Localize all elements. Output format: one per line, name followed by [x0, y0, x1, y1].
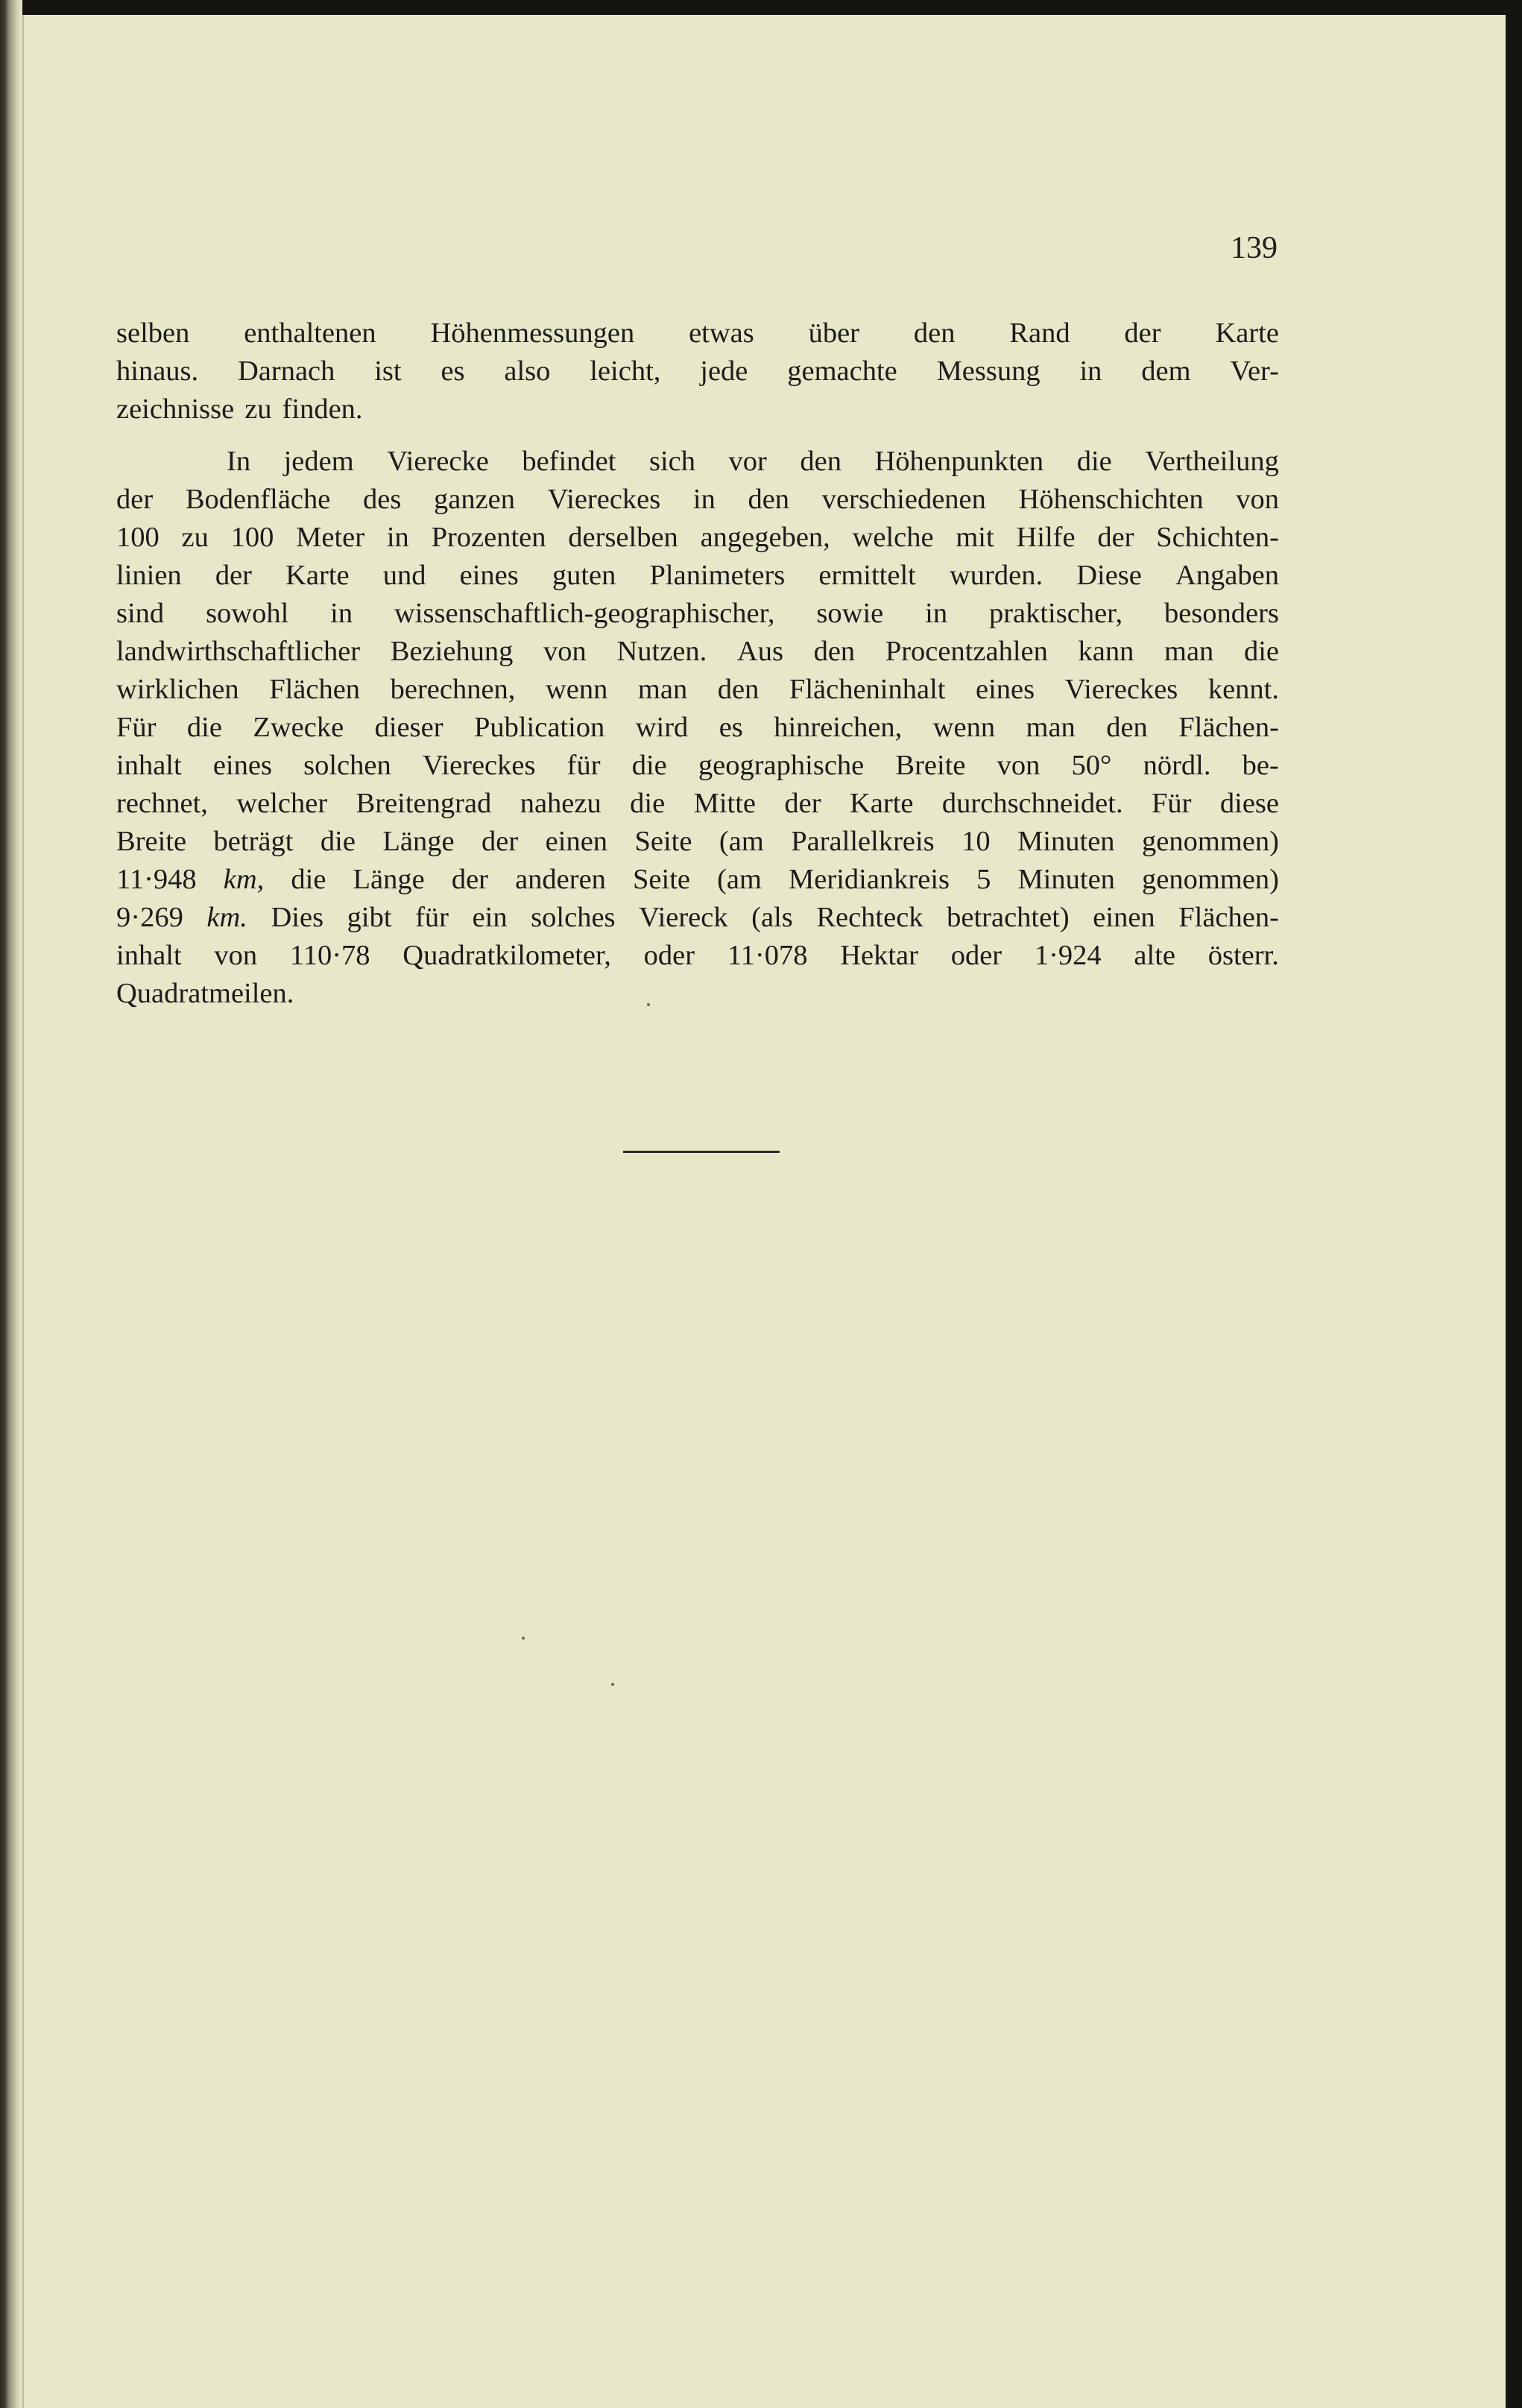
word: von: [543, 636, 587, 667]
word: 5: [976, 864, 991, 895]
word: die: [291, 864, 326, 895]
text-line: [116, 785, 1279, 823]
word: etwas: [689, 317, 754, 349]
word: Viereck: [639, 902, 728, 933]
text-line: [116, 595, 1279, 633]
word: km,: [223, 864, 265, 895]
word: also: [504, 355, 551, 387]
word: von: [214, 940, 258, 971]
word: gemachte: [787, 355, 897, 387]
word: jedem: [283, 446, 354, 477]
word: einen: [545, 826, 608, 857]
word: Ver-: [1230, 355, 1279, 387]
word: selben: [116, 317, 190, 349]
word: 1·924: [1034, 940, 1102, 971]
word: Höhenmessungen: [430, 317, 635, 349]
word: die: [320, 826, 356, 857]
word: Viereckes: [1064, 674, 1178, 705]
paper-speck: [647, 1003, 650, 1006]
word: in: [925, 598, 948, 629]
word: Hilfe: [1016, 522, 1076, 553]
word: enthaltenen: [244, 317, 376, 349]
word: wurden.: [949, 560, 1043, 591]
word: Meridiankreis: [789, 864, 950, 895]
word: Viereckes: [422, 750, 536, 781]
word: nördl.: [1143, 750, 1211, 781]
word: Diese: [1076, 560, 1142, 591]
word: Hektar: [840, 940, 918, 971]
word: (am: [719, 826, 764, 857]
word: besonders: [1163, 598, 1279, 629]
word: Höhenpunkten: [874, 446, 1044, 477]
word: die: [630, 788, 666, 819]
word: Zwecke: [253, 712, 344, 743]
text-line: [116, 315, 1279, 353]
paper-speck: [522, 1637, 525, 1640]
word: 11·078: [727, 940, 808, 971]
word: alte: [1134, 940, 1175, 971]
word: ganzen: [433, 484, 515, 515]
word: Karte: [850, 788, 914, 819]
word: solches: [531, 902, 616, 933]
text-line: [116, 443, 1279, 481]
word: hinaus.: [116, 355, 199, 387]
word: wissenschaftlich-geographischer,: [394, 598, 775, 629]
word: Beziehung: [390, 636, 514, 667]
word: des: [363, 484, 402, 515]
word: sind: [116, 598, 165, 629]
word: wenn: [545, 674, 608, 705]
word: betrachtet): [947, 902, 1070, 933]
word: den: [800, 446, 841, 477]
word: Procentzahlen: [885, 636, 1048, 667]
word: derselben: [568, 522, 678, 553]
word: nahezu: [520, 788, 601, 819]
text-line: [116, 899, 1279, 937]
text-line: [116, 557, 1279, 595]
word: ein: [472, 902, 508, 933]
word: für: [415, 902, 449, 933]
word: in: [692, 484, 716, 515]
word: Messung: [936, 355, 1041, 387]
word: ist: [374, 355, 402, 387]
word: den: [748, 484, 790, 515]
word: sowie: [816, 598, 884, 629]
word: den: [813, 636, 856, 667]
word: 9·269: [116, 902, 183, 933]
word: Quadratkilometer,: [402, 940, 611, 971]
word: einen: [1093, 902, 1155, 933]
word: 50°: [1071, 750, 1112, 781]
word: beträgt: [213, 826, 294, 857]
word: wirklichen: [116, 674, 239, 705]
word: in: [1079, 355, 1102, 387]
word: wird: [635, 712, 689, 743]
word: eines: [976, 674, 1035, 705]
word: genommen): [1142, 826, 1279, 857]
text-line: [116, 975, 1279, 1013]
word: von: [1236, 484, 1279, 515]
word: oder: [950, 940, 1002, 971]
word: rechnet,: [116, 788, 208, 819]
word: Karte: [285, 560, 350, 591]
text-line: [116, 709, 1279, 747]
word: verschiedenen: [821, 484, 986, 515]
word: landwirthschaftlicher: [116, 636, 361, 667]
word: Breite: [895, 750, 966, 781]
word: Publication: [473, 712, 605, 743]
word: guten: [552, 560, 616, 591]
word: 100: [230, 522, 274, 553]
word: Rand: [1009, 317, 1070, 349]
scan-right-edge: [1506, 0, 1522, 2408]
word: zeichnisse: [116, 394, 235, 425]
word: (als: [751, 902, 793, 933]
word: In: [227, 446, 251, 477]
word: welcher: [236, 788, 328, 819]
word: Bodenfläche: [185, 484, 331, 515]
word: der: [451, 864, 488, 895]
word: Seite: [634, 826, 692, 857]
word: praktischer,: [988, 598, 1123, 629]
page-number: 139: [1231, 231, 1278, 265]
word: hinreichen,: [774, 712, 903, 743]
word: und: [382, 560, 426, 591]
word: Aus: [736, 636, 783, 667]
word: Für: [1152, 788, 1192, 819]
text-line: [116, 353, 1279, 391]
word: kann: [1078, 636, 1134, 667]
word: Minuten: [1017, 864, 1115, 895]
text-line: [116, 747, 1279, 785]
word: von: [997, 750, 1041, 781]
book-binding-edge: [0, 0, 22, 2408]
word: km.: [206, 902, 247, 933]
word: Höhenschichten: [1018, 484, 1204, 515]
word: linien: [116, 560, 182, 591]
word: der: [784, 788, 821, 819]
word: Breite: [116, 826, 187, 857]
word: Schichten-: [1156, 522, 1279, 553]
word: 100: [116, 522, 160, 553]
word: 10: [961, 826, 991, 857]
word: für: [566, 750, 601, 781]
section-end-rule: [623, 1151, 780, 1153]
word: Seite: [633, 864, 690, 895]
word: über: [808, 317, 860, 349]
word: der: [1097, 522, 1134, 553]
word: sowohl: [206, 598, 289, 629]
word: gibt: [347, 902, 392, 933]
word: Flächeninhalt: [789, 674, 946, 705]
word: 110·78: [289, 940, 370, 971]
paper-speck: [611, 1683, 614, 1686]
text-line: [116, 633, 1279, 671]
word: kennt.: [1207, 674, 1279, 705]
word: Für: [116, 712, 157, 743]
word: Darnach: [238, 355, 335, 387]
paragraph-planimetry: [116, 443, 1279, 1013]
word: Dies: [271, 902, 324, 933]
text-line: [116, 519, 1279, 557]
word: Prozenten: [431, 522, 546, 553]
word: geographische: [698, 750, 865, 781]
word: Flächen: [269, 674, 361, 705]
word: Vertheilung: [1145, 446, 1279, 477]
word: genommen): [1142, 864, 1279, 895]
word: Vierecke: [387, 446, 489, 477]
word: Parallelkreis: [791, 826, 935, 857]
word: in: [386, 522, 409, 553]
word: anderen: [515, 864, 606, 895]
word: Karte: [1215, 317, 1279, 349]
word: österr.: [1207, 940, 1279, 971]
gutter-shadow: [22, 15, 24, 2408]
text-line: [116, 937, 1279, 975]
text-line: [116, 823, 1279, 861]
paragraph-continuation: [116, 315, 1279, 429]
word: die: [1076, 446, 1112, 477]
word: Planimeters: [649, 560, 786, 591]
word: den: [913, 317, 956, 349]
word: eines: [459, 560, 519, 591]
word: ermittelt: [818, 560, 916, 591]
word: durchschneidet.: [941, 788, 1123, 819]
word: in: [330, 598, 353, 629]
word: man: [637, 674, 688, 705]
word: berechnen,: [390, 674, 516, 705]
word: Nutzen.: [616, 636, 707, 667]
word: man: [1164, 636, 1214, 667]
word: die: [631, 750, 667, 781]
word: eines: [212, 750, 272, 781]
scan-top-edge: [0, 0, 1522, 15]
word: Meter: [296, 522, 365, 553]
word: es: [719, 712, 743, 743]
word: Flächen-: [1178, 712, 1279, 743]
word: die: [186, 712, 222, 743]
word: zu: [244, 394, 272, 425]
word: den: [1106, 712, 1148, 743]
word: angegeben,: [700, 522, 830, 553]
word: diese: [1219, 788, 1279, 819]
word: mit: [956, 522, 994, 553]
text-line: [116, 481, 1279, 519]
word: inhalt: [116, 750, 182, 781]
word: dieser: [374, 712, 443, 743]
word: Flächen-: [1178, 902, 1279, 933]
word: befindet: [522, 446, 616, 477]
word: der: [481, 826, 519, 857]
word: Quadratmeilen.: [116, 978, 294, 1009]
word: Angaben: [1175, 560, 1279, 591]
word: es: [441, 355, 465, 387]
word: die: [1243, 636, 1279, 667]
word: Länge: [353, 864, 425, 895]
word: der: [215, 560, 252, 591]
word: finden.: [282, 394, 363, 425]
word: wenn: [932, 712, 996, 743]
word: oder: [643, 940, 695, 971]
word: welche: [852, 522, 934, 553]
word: be-: [1242, 750, 1279, 781]
word: vor: [728, 446, 767, 477]
word: man: [1026, 712, 1076, 743]
word: (am: [717, 864, 762, 895]
word: Rechteck: [816, 902, 923, 933]
text-line: [116, 391, 1279, 429]
text-line: [116, 861, 1279, 899]
text-line: [116, 671, 1279, 709]
word: der: [1124, 317, 1161, 349]
word: Mitte: [693, 788, 757, 819]
word: Viereckes: [547, 484, 661, 515]
word: sich: [648, 446, 696, 477]
word: inhalt: [116, 940, 182, 971]
word: zu: [181, 522, 209, 553]
word: jede: [700, 355, 748, 387]
word: der: [116, 484, 154, 515]
word: solchen: [303, 750, 391, 781]
word: Minuten: [1017, 826, 1115, 857]
word: dem: [1141, 355, 1191, 387]
word: den: [717, 674, 760, 705]
word: leicht,: [590, 355, 661, 387]
word: 11·948: [116, 864, 197, 895]
word: Breitengrad: [356, 788, 492, 819]
word: Länge: [382, 826, 455, 857]
